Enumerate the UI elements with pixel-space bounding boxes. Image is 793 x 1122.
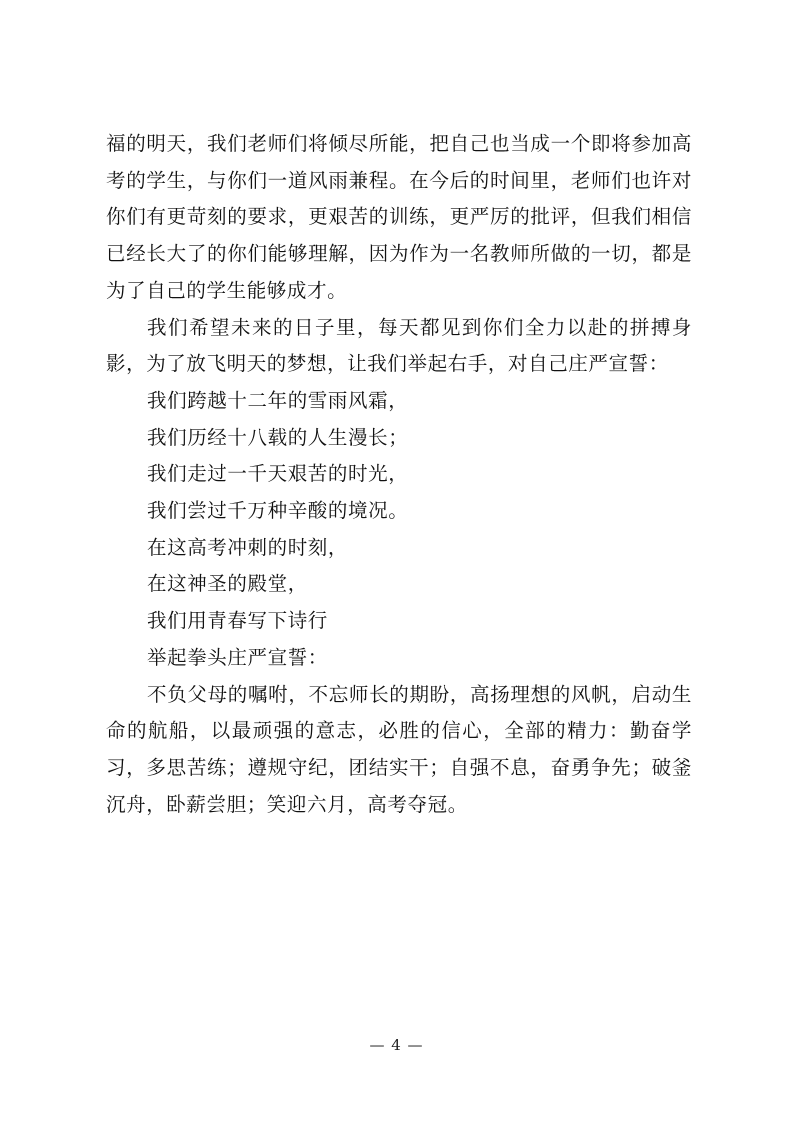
page-number: — 4 — [369, 1036, 424, 1054]
paragraph-continuation: 福的明天，我们老师们将倾尽所能，把自己也当成一个即将参加高考的学生，与你们一道风雨兼程。在今后的时间里，老师们也许对你们有更苛刻的要求，更艰苦的训练，更严厉的批评，但我们相信已经长大了的你们能够理解，因为作为一名教师所做的一切，都是为了自己的学生能够成才。 [106, 132, 692, 302]
poem-line: 我们历经十八载的人生漫长； [147, 425, 409, 449]
poem-line: 我们走过一千天艰苦的时光， [147, 462, 409, 486]
paragraph-oath-intro: 我们希望未来的日子里，每天都见到你们全力以赴的拼搏身影，为了放飞明天的梦想，让我们举起右手，对自己庄严宣誓： [106, 315, 692, 376]
document-body [106, 126, 692, 823]
poem-line: 我们用青春写下诗行 [147, 609, 328, 633]
poem-line: 在这高考冲刺的时刻， [147, 535, 349, 559]
poem-line: 举起拳头庄严宣誓： [147, 645, 328, 669]
poem-line: 我们跨越十二年的雪雨风霜， [147, 388, 409, 412]
oath-poem [106, 383, 692, 677]
poem-line: 我们尝过千万种辛酸的境况。 [147, 499, 409, 523]
paragraph-oath-content: 不负父母的嘱咐，不忘师长的期盼，高扬理想的风帆，启动生命的航船，以最顽强的意志，必胜的信心，全部的精力：勤奋学习，多思苦练；遵规守纪，团结实干；自强不息，奋勇争先；破釜沉舟，卧薪尝胆；笑迎六月，高考夺冠。 [106, 682, 692, 816]
poem-line: 在这神圣的殿堂， [147, 572, 308, 596]
